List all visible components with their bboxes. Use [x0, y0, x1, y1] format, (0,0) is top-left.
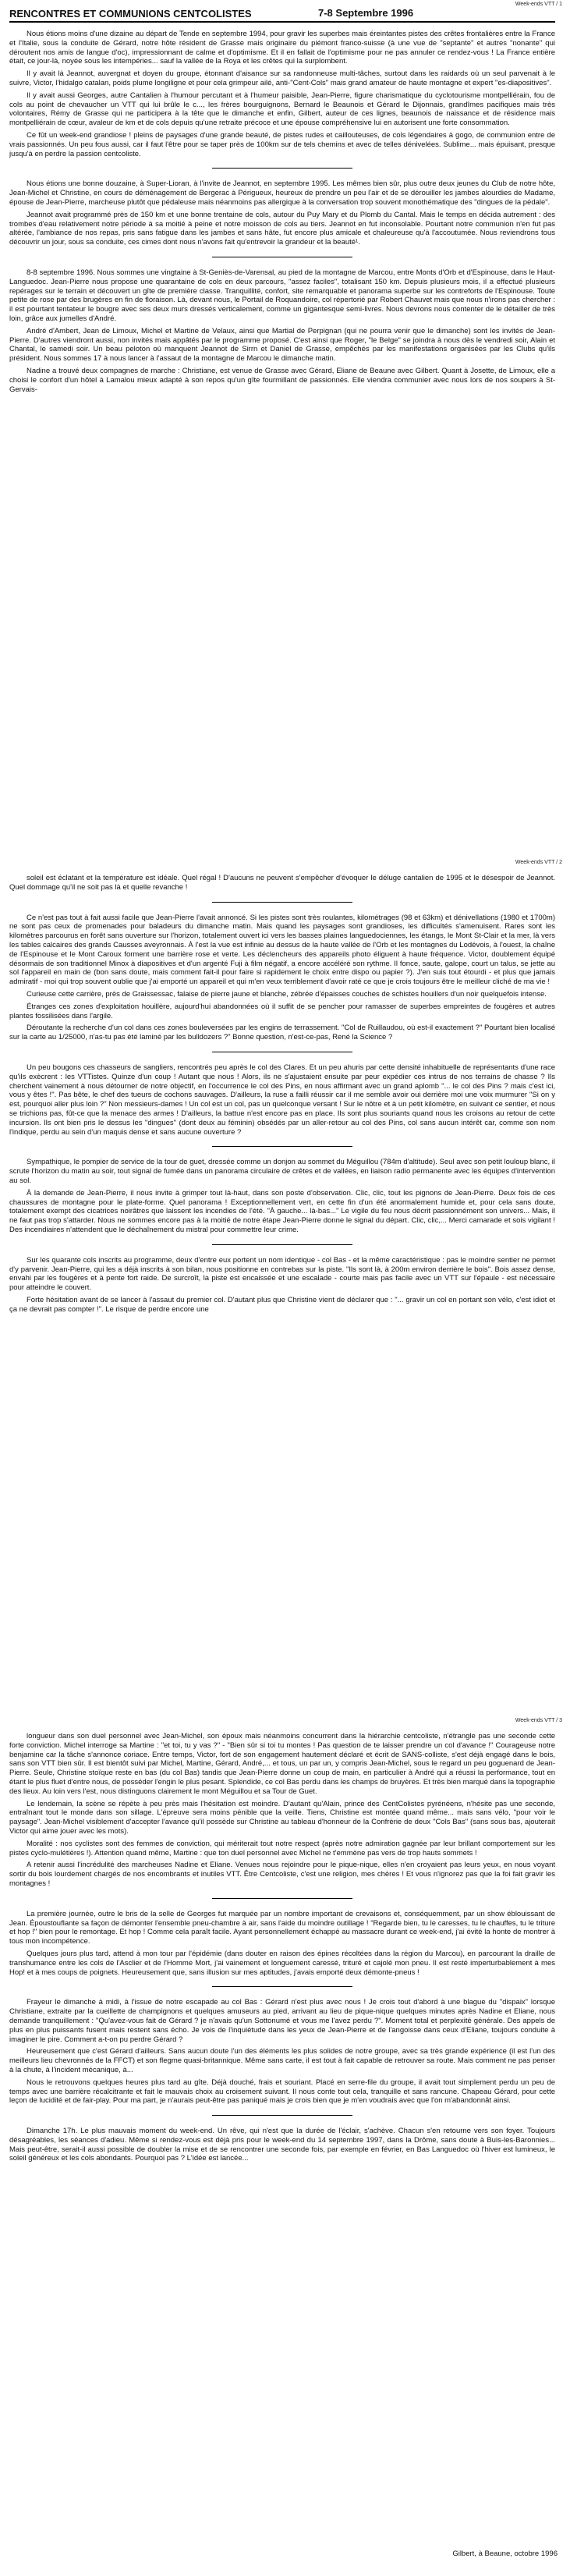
page-3	[0, 1716, 570, 2576]
paragraph: longueur dans son duel personnel avec Jean-Michel, son époux mais néanmoins concurrent dans la hiérarchie centcoliste, n'étrangle pas une seconde cette forte conviction. Michel interroge sa Martine : "et toi, tu y vas ?" - "Bien sûr si toi tu montes ! Pas question de te laisser prendre un col d'avance !" Courageuse notre benjamine car la tâche s'annonce coriace. Entre temps, Victor, fort de son engagement hautement déclaré et écrit de SANS-colliste, s'est déjà engagé dans le bois, sans son VTT bien sûr. Il est bientôt suivi par Michel, Martine, Gérard, André,... et tous, un par un, y compris Jean-Michel, sous le regard un peu goguenard de Jean-Pierre. Seule, Christine stoïque reste en bas (du col Bas) tandis que Jean-Pierre donne un coup de main, en particulier à André qui a réussi la performance, tout en étant le plus fluet d'entre nous, de posséder l'engin le plus pesant. Splendide, ce col Bas perdu dans les champs de bruyères. Et très bien marqué dans la topographie des lieux. Au loin vers l'est, nous distinguons clairement le mont Méguillou et sa Tour de Guet.	[9, 1732, 555, 1796]
section-divider	[212, 1244, 352, 1245]
paragraph: André d'Ambert, Jean de Limoux, Michel et Martine de Velaux, ainsi que Martial de Perpignan (qui ne pourra venir que le dimanche) sont les invités de Jean-Pierre. D'autres viendront aussi, non invités mais appâtés par le programme proposé. C'est ainsi que Roger, "le Belge" se joindra à nous dès le vendredi soir, Alain et Chantal, le samedi soir. Un beau peloton où manquent Jeannot de Sirrn et Daniel de Grasse, empêchés par les manifestations organisées par les Clubs qu'ils président. Nous sommes 17 à nous lancer à l'assaut de la montagne de Marcou le dimanche matin.	[9, 326, 555, 364]
paragraph: Nous étions moins d'une dizaine au départ de Tende en septembre 1994, pour gravir les superbes mais éreintantes pistes des crêtes frontalières entre la France et l'Italie, sous la conduite de Gérard, notre hôte résident de Grasse mais originaire du piémont franco-suisse (à une vue de "septante" et autres "nonante" qui déroutent nos amis de langue d'oc), impressionnant de calme et d'optimisme. Et il en fallait de l'optimisme pour ne pas annuler ce rendez-vous ! La France entière était, ce jour-là, noyée sous les intempéries... sauf la vallée de la Roya et les crêtes qui la surplombent.	[9, 30, 555, 66]
paragraph: À la demande de Jean-Pierre, il nous invite à grimper tout là-haut, dans son poste d'observation. Clic, clic, tout les pignons de Jean-Pierre. Deux fois de ces chaussures de montagne pour le plate-forme. Quel panorama ! Exceptionnellement vert, en cette fin d'un été anormalement humide et, pour cela sans doute, totalement exempt des cicatrices noirâtres que laissent les incendies de l'été. "À gauche... là-bas..." Le vigile du feu nous décrit passionnément son univers... Mais, il ne faut pas trop s'attarder. Nous ne sommes encore pas à la moitié de notre étape Jean-Pierre donne le signal du départ. Clic, clic,... Merci camarade et sois vigilant ! Des incendiaires n'attendent que le déchaînement du mistral pour commettre leur crime.	[9, 1188, 555, 1234]
page-label: Week-ends VTT / 2	[515, 860, 562, 865]
paragraph: Il y avait aussi Georges, autre Cantalien à l'humour percutant et à l'humeur paisible, Jean-Pierre, figure charismatique du cyclotourisme montpelliérain, fou de cols au point de chevaucher un VTT qui lui brûle le c..., les frères bourguignons, Bernard le Beaunois et Gérard le Dijonnais, grandîmes pacifiques mais très volontaires, Rémy de Grasse qui ne participera à la tête que le dimanche et enfin, Gilbert, auteur de ces lignes, beaunois de naissance et de résidence mais montpelliérain de cœur, avaleur de km et de cols depuis qu'une retraite précoce et une épouse compréhensive lui en autorisent une forte consommation.	[9, 90, 555, 128]
paragraph: La première journée, outre le bris de la selle de Georges fut marquée par un nombre important de crevaisons et, conséquemment, par un show éblouissant de Jean. Époustouflante sa façon de démonter l'ensemble pneu-chambre à air, sans l'aide du moindre outillage ! "Regarde bien, tu le caresses, tu le chauffes, tu le triture et hop !" bien pour le remontage. Et hop ! Comme cela paraît facile. Ayant personnellement échappé au massacre durant ce week-end, j'ai évité la honte de montrer à tous mon incompétence.	[9, 1909, 555, 1946]
paragraph: Étranges ces zones d'exploitation houillère, aujourd'hui abandonnées où il suffit de se pencher pour ramasser de superbes empreintes de fougères et autres plantes fossilisées dans l'argile.	[9, 1002, 555, 1020]
paragraph: Sympathique, le pompier de service de la tour de guet, dressée comme un donjon au sommet du Méguillou (784m d'altitude). Seul avec son petit louloup blanc, il scrute l'horizon du matin au soir, tout signal de fumée dans un panorama circulaire de crêtes et de vallées, en liaison radio permanente avec les équipes d'intervention au sol.	[9, 1158, 555, 1185]
title-underline	[9, 21, 555, 23]
paragraph: Nadine a trouvé deux compagnes de marche : Christiane, est venue de Grasse avec Gérard, Eliane de Beaune avec Gilbert. Quant à Josette, de Limoux, elle a choisi le confort d'un hôtel à Lamalou mieux adapté à son repos qu'un gîte fourmillant de passionnés. Elle viendra communier avec nous lors de nos soupers à St-Gervais-	[9, 366, 555, 394]
paragraph: Ce n'est pas tout à fait aussi facile que Jean-Pierre l'avait annoncé. Si les pistes sont très roulantes, kilométrages (98 et 63km) et dénivellations (1980 et 1700m) ne sont pas ceux de promenades pour baladeurs du dimanche matin. Mais quand les paysages sont grandioses, les difficultés s'amenuisent. Rares sont les kilomètres parcourus en forêt sans ouverture sur l'horizon, totalement ouvert ici vers les basses plaines languedociennes, les étangs, le Mont St-Clair et la mer, là vers les tables calcaires des grands Causses aveyronnais. À l'est la vue est infinie au dessus de la haute vallée de l'Orb et les montagnes du Lodévois, à l'ouest, la chaîne de l'Espinouse et le Mont Caroux forment une barrière rose et verte. Les déclencheurs des appareils photo éliguent à haute fréquence. Victor, doublement équipé désormais de son traditionnel Minox à diapositives et d'un argenté Fuji à film négatif, a encore accéléré son rythme. Il fonce, saute, galope, court un talus, se jette au sol l'appareil en main de (bon sans doute, mais comment fait-il pour faire si rapidement le choix entre dispo ou papier ?). J'en suis tout étourdi - et plus que jamais admiratif - moi qui trop souvent oublie que j'ai emporté un appareil et qui m'en veux terriblement d'avoir raté ce que je crois toujours être le meilleur cliché de ma vie !	[9, 913, 555, 987]
paragraph: Forte hésitation avant de se lancer à l'assaut du premier col. D'autant plus que Christine vient de déclarer que : "... gravir un col en portant son vélo, c'est idiot et ça ne devrait pas compter !". Le risque de perdre encore une	[9, 1295, 555, 1314]
section-divider	[212, 1986, 352, 1987]
section-divider	[212, 168, 352, 169]
paragraph: Frayeur le dimanche à midi, à l'issue de notre escapade au col Bas : Gérard n'est plus avec nous ! Je crois tout d'abord à une blague du "dispaix" lorsque Christiane, extraite par la cueillette de champignons et quelques amuseurs au pied, arrivant au lieu de pique-nique quelques minutes après Nadine et Eliane, nous demande tranquillement : "Qu'avez-vous fait de Gérard ? je n'avais qu'un Sottonumé et vous me l'avez perdu ?". Moment total et perplexité générale. Des appels de plus en plus puissants fusent mais restent sans écho. Je vois de l'inquiétude dans les yeux de Jean-Pierre et de l'angoisse dans ceux d'Eliane, toujours conduite à imaginer le pire. Comment a-t-on pu perdre Gérard ?	[9, 1998, 555, 2044]
document-title	[9, 7, 414, 20]
paragraph: Le lendemain, la scène se répète à peu près mais l'hésitation est moindre. D'autant qu'Alain, prince des CentColistes pyrénéens, n'hésite pas une seconde, entraînant tout le monde dans son sillage. L'épreuve sera moins pénible que la veille. Tiens, Christine est montée quand même... mais sans vélo, "pour voir le paysage". Jean-Michel visiblement d'accepter l'avance qu'il possède sur Christine au tableau d'honneur de la Confrérie de deux "Cols Bas" (sans sous bas, ajouterait Victor qui aime jouer avec les mots).	[9, 1799, 555, 1836]
page-3-body	[9, 1732, 555, 2166]
paragraph: Heureusement que c'est Gérard d'ailleurs. Sans aucun doute l'un des éléments les plus solides de notre groupe, avec sa très grande expérience (il est l'un des meilleurs lieu chevronnés de la FFCT) et son flegme quasi-britannique. Même sans carte, il est tout à fait capable de retrouver sa route. Mais comment ne pas penser à la chute, à l'incident mécanique, à...	[9, 2047, 555, 2074]
author-signature: Gilbert, à Beaune, octobre 1996	[452, 2549, 558, 2558]
paragraph: soleil est éclatant et la température est idéale. Quel régal ! D'aucuns ne peuvent s'empêcher d'évoquer le déluge cantalien de 1995 et le désespoir de Jeannot. Quel dommage qu'il ne soit pas là et quelle revanche !	[9, 874, 555, 892]
page-1-body	[9, 30, 555, 397]
paragraph: Nous étions une bonne douzaine, à Super-Lioran, à l'invite de Jeannot, en septembre 1995. Les mêmes bien sûr, plus outre deux jeunes du Club de notre hôte, Jean-Michel et Christine, en cours de déménagement de Bergerac à Périgueux, heureux de prendre un peu l'air et de se dérouiller les jambes alourdies de Madame, épouse de Jean-Pierre, marcheuse plutôt que pédaleuse mais néanmoins pas allergique à la conversation trop souvent monothématique des "dingues de la pédale".	[9, 179, 555, 207]
page-1	[0, 0, 570, 858]
paragraph: Un peu bougons ces chasseurs de sangliers, rencontrés peu après le col des Clares. Et un peu ahuris par cette densité inhabituelle de représentants d'une race qu'ils exècrent : les VTTistes. Quinze d'un coup ! Autant que nous ! Alors, ils ne s'ajustaient ensuite par peur expédier ces intrus de nos terrains de chasse ? Ils cherchent vainement à nous détourner de notre objectif, en l'occurrence le col des Pins, en nous affirmant avec un grand aplomb "... le col des Pins ? mais c'est ici, vous y êtes !". Pas bête, le chef des tueurs de cochons sauvages. D'ailleurs, la ruse a failli réussir car il me semble avoir oui derrière moi une voix murmurer "Si on y est, pourquoi aller plus loin ?" Non messieurs-dames ! Un col est un col, pas un quelconque versant ! Sur le nôtre et à un petit kilomètre, en suivant ce sentier, et nous se trichions pas, fût-ce que la menace des armes ! D'ailleurs, la battue n'est encore pas en place. Ils sont plus souriants quand nous les croisons au retour de cette incursion. Ils ont bien pris le dessus les "dingues" (dont deux au féminin) obsédés par un aller-retour au col des Pins, col sans aucun intérêt car, comme son nom l'indique, perdu au sein d'un maquis dense et sans aucune ouverture ?	[9, 1063, 555, 1137]
section-divider	[212, 2115, 352, 2116]
section-divider	[212, 1898, 352, 1899]
paragraph: Quelques jours plus tard, attend à mon tour par l'épidémie (dans douter en raison des épines récoltées dans la région du Marcou), en parcourant la draille de transhumance entre les cols de l'Asclier et de l'Homme Mort, j'ai vainement et longuement caressé, trituré et cajolé mon pneu. Il est resté imperturbablement à mes Hop! et à mes coups de poignets. Heureusement que, sans illusion sur mes aptitudes, j'avais emporté deux démonte-pneus !	[9, 1949, 555, 1977]
paragraph: Curieuse cette carrière, près de Graissessac, falaise de pierre jaune et blanche, zébrée d'épaisses couches de schistes houillers d'un noir quelquefois intense.	[27, 989, 547, 999]
page-2	[0, 858, 570, 1716]
paragraph: Jeannot avait programmé près de 150 km et une bonne trentaine de cols, autour du Puy Mary et du Plomb du Cantal. Mais le temps en décida autrement : des trombes d'eau relativement notre période à sa moitié à peine et notre moisson de cols au tiers. Jeannot en fut inconsolable. Pourtant notre communion n'en fut pas altérée, l'ambiance de nos repas, pris sans fatigue dans les jambes et sans hâte, fut encore plus amicale et chaleureuse qu'à l'accoutumée. Nous reviendrons tous découvrir un jour, sous sa conduite, ces cimes dont nous n'avons fait qu'entrevoir la grandeur et la beauté¹.	[9, 210, 555, 247]
paragraph: Ce fût un week-end grandiose ! pleins de paysages d'une grande beauté, de pistes rudes et caillouteuses, de cols légendaires à gogo, de communion entre de vrais passionnés. Un peu fous aussi, car il faut l'être pour se taper près de 100km sur de tels chemins et avec de telles dénivelées. Sublime... mais épuisant, presque jusqu'à en perdre la passion centcoliste.	[9, 130, 555, 158]
title-text: RENCONTRES ET COMMUNIONS CENTCOLISTES	[9, 8, 252, 20]
page-label: Week-ends VTT / 3	[515, 1718, 562, 1723]
paragraph: Sur les quarante cols inscrits au programme, deux d'entre eux portent un nom identique - col Bas - et la même caractéristique : pas le moindre sentier ne permet d'y parvenir. Jean-Pierre, qui les a déjà inscrits à son bilan, nous positionne en contrebas sur la piste. "Ils sont là, à 200m environ derrière le bois". Bois assez dense, envahi par les fougères et à pente fort raide. De surcroît, la piste est encaissée et une escalade - courte mais pas facile avec un VTT sur l'épaule - est nécessaire pour atteindre le couvert.	[9, 1255, 555, 1293]
paragraph: Nous le retrouvons quelques heures plus tard au gîte. Déjà douché, frais et souriant. Placé en serre-file du groupe, il avait tout simplement perdu un peu de temps avec une barrière récalcitrante et fait le mauvais choix au croisement suivant. Il nous conte tout cela, tranquille et sans rancune. Chapeau Gérard, pour cette leçon de lucidité et de fair-play. Pour ma part, je n'aurais peut-être pas paniqué mais je crois bien que je m'en voudrais avec que l'on m'abandonnât ainsi.	[9, 2077, 555, 2106]
paragraph: Il y avait là Jeannot, auvergnat et doyen du groupe, étonnant d'aisance sur sa randonneuse multi-tâches, surtout dans les raidards où un seul parvenait à le suivre, Victor, l'hidalgo catalan, poids plume longiligne et pour cela grimpeur ailé, anti-"Cent-Cols" mais grand amateur de haute montagne et expert "es-diapositives".	[9, 69, 555, 87]
paragraph: Déroutante la recherche d'un col dans ces zones bouleversées par les engins de terrassement. "Col de Ruillaudou, où est-il exactement ?" Pourtant bien localisé sur la carte au 1/25000, n'as-tu pas été laminé par les bulldozers ?" Bonne question, n'est-ce-pas, René la Science ?	[9, 1024, 555, 1042]
paragraph: 8-8 septembre 1996. Nous sommes une vingtaine à St-Geniès-de-Varensal, au pied de la montagne de Marcou, entre Monts d'Orb et d'Espinouse, dans le Haut-Languedoc. Jean-Pierre nous propose une quarantaine de cols en deux parcours, "assez faciles", totalisant 150 km. Depuis plusieurs mois, il a effectué plusieurs repérages sur le terrain et découvert un gîte de première classe. Tranquillité, confort, site remarquable et panorama superbe sur les contreforts de l'Espinouse. Toute petite de rose par des brugères en fin de floraison. Là, devant nous, le Portail de Roquandoire, col répertorié par Robert Chauvet mais que nous n'irons pas chercher : il est pourtant tentateur le bougre avec ses deux murs dressés verticalement, comme un gigantesque semi-livres. Nous devrons nous contenter de le détailler de très loin, grâce aux jumelles d'André.	[9, 268, 555, 323]
page-2-body	[9, 874, 555, 1317]
paragraph: Dimanche 17h. Le plus mauvais moment du week-end. Un rêve, qui n'est que la durée de l'éclair, s'achève. Chacun s'en retourne vers son foyer. Toujours désagréables, les séances d'adieu. Même si rendez-vous est déjà pris pour le week-end du 14 septembre 1997, dans la Drôme, sans doute à Buis-les-Baronnies... Mais peut-être, serait-il aussi possible de doubler la mise et de se rencontrer une seconde fois, par exemple en février, en Bas Languedoc où l'hiver est lumineux, le soleil généreux et les cols abondants. Pourquoi pas ? L'idée est lancée...	[9, 2127, 555, 2163]
section-divider	[212, 1146, 352, 1147]
event-date: 7-8 Septembre 1996	[318, 7, 414, 19]
paragraph: A retenir aussi l'incrédulité des marcheuses Nadine et Eliane. Venues nous rejoindre pour le pique-nique, elles n'en croyaient pas leurs yeux, en nous voyant sortir du bois lourdement chargés de nos encombrants et inutiles VTT. Être Centcoliste, c'est une religion, mes chères ! Et vous n'ignorez pas que la foi fait gravir les montagnes !	[9, 1861, 555, 1888]
page-label: Week-ends VTT / 1	[515, 2, 562, 7]
paragraph: Moralité : nos cyclistes sont des femmes de conviction, qui mériterait tout notre respect (après notre admiration gagnée par leur brillant comportement sur les pistes cyclo-mulétières !). Attention quand même, Martine : que ton duel personnel avec Michel ne t'emmène pas vers de trop hauts sommets !	[9, 1839, 555, 1857]
section-divider	[212, 902, 352, 903]
